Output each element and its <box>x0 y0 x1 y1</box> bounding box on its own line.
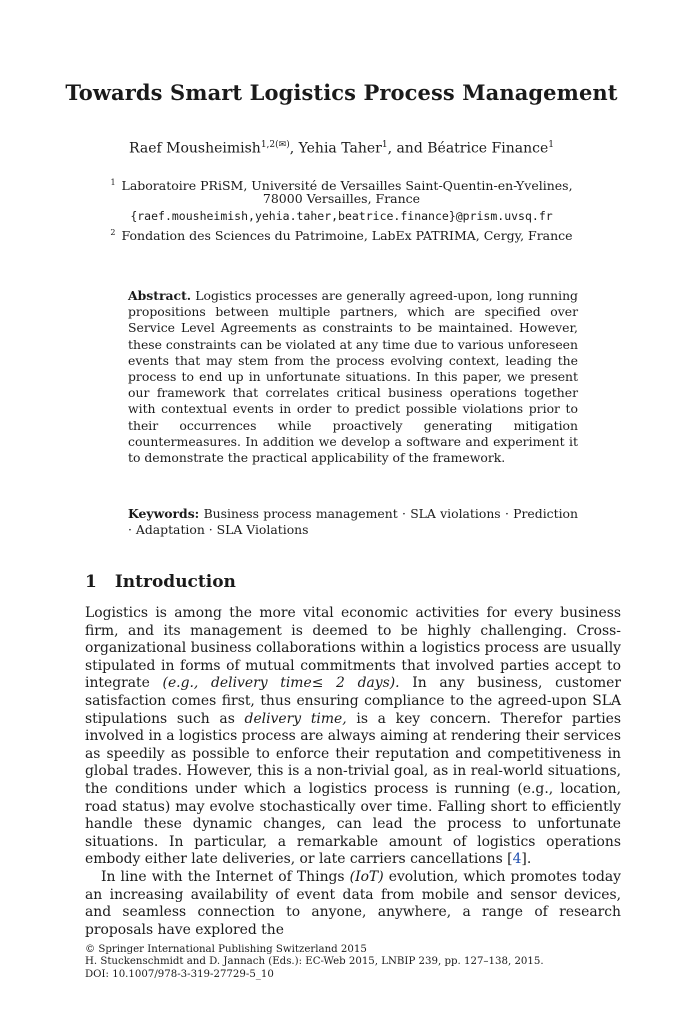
paper-title: Towards Smart Logistics Process Management <box>65 80 618 105</box>
affiliation-emails: {raef.mousheimish,yehia.taher,beatrice.finance}@prism.uvsq.fr <box>130 209 553 223</box>
keywords-label: Keywords: <box>128 506 200 521</box>
affiliation-line: Laboratoire PRiSM, Université de Versailles Saint-Quentin-en-Yvelines, <box>121 178 573 194</box>
emphasis: delivery time, <box>244 710 347 727</box>
author-name: Béatrice Finance <box>427 140 549 157</box>
citation-line: H. Stuckenschmidt and D. Jannach (Eds.): EC-Web 2015, LNBIP 239, pp. 127–138, 2015. <box>85 956 544 968</box>
text-run: is a key concern. Therefor parties involved in a logistics process are always aiming at rendering their services as speedily as possible to enforce their reputation and competitiveness in global trades. However, this is a non-trivial goal, as in real-world situations, the conditions under which a logistics process is running (e.g., location, road status) may evolve stochastically over time. Falling short to efficiently handle these dynamic changes, can lead the process to unfortunate situations. In particular, a remarkable amount of logistics operations embody either late deliveries, or late carriers cancellations [ <box>85 710 621 868</box>
body-text <box>85 605 621 939</box>
emphasis: (IoT) <box>349 868 384 885</box>
affiliation-line: Fondation des Sciences du Patrimoine, LabEx PATRIMA, Cergy, France <box>121 228 573 244</box>
keywords-text: Business process management · SLA violations · Prediction · Adaptation · SLA Violations <box>128 506 578 538</box>
copyright-line: © Springer International Publishing Switzerland 2015 <box>85 944 367 955</box>
affiliation-1-city: 78000 Versailles, France <box>262 191 421 206</box>
doi-line: DOI: 10.1007/978-3-319-27729-5_10 <box>85 968 274 980</box>
author-separator: , <box>289 140 299 157</box>
emphasis: (e.g., delivery time≤ 2 days). <box>162 675 400 692</box>
author-name: Raef Mousheimish <box>129 140 261 157</box>
citation-link[interactable]: 4 <box>512 851 522 868</box>
affiliation-mark: 2 <box>110 228 116 237</box>
paragraph-2 <box>85 869 621 939</box>
section-heading <box>85 572 236 592</box>
author-affiliation-mark: 1 <box>381 140 388 150</box>
author-name: Yehia Taher <box>298 140 382 157</box>
abstract <box>128 288 578 466</box>
section-number: 1 <box>85 572 97 592</box>
text-run: In line with the Internet of Things <box>101 868 350 885</box>
author-separator: , and <box>387 140 428 157</box>
section-title: Introduction <box>114 572 236 592</box>
abstract-text: Logistics processes are generally agreed-upon, long running propositions between multiple partners, which are specified over Service Level Agreements as constraints to be maintained. However, these constraints can be violated at any time due to various unforeseen events that may stem from the process evolving context, leading the process to end up in unfortunate situations. In this paper, we present our framework that correlates critical business operations together with contextual events in order to predict possible violations prior to their occurrences while proactively generating mitigation countermeasures. In addition we develop a software and experiment it to demonstrate the practical applicability of the framework. <box>128 288 578 466</box>
footnote <box>85 944 621 981</box>
text-run: Logistics is among the more vital economic activities for every business firm, and its management is deemed to be highly challenging. Cross-organizational business collaborations within a logistics process are usually stipulated in forms of mutual commitments that involved parties accept to integrate <box>85 605 621 692</box>
author-list <box>0 140 683 157</box>
affiliation-mark: 1 <box>110 178 116 187</box>
paragraph-1 <box>85 605 621 869</box>
keywords <box>128 506 578 538</box>
author-affiliation-mark: 1 <box>548 140 554 150</box>
text-run: ]. <box>521 851 532 868</box>
author-affiliation-mark: 1,2(✉) <box>260 140 290 150</box>
text-run: evolution, which promotes today an increasing availability of event data from mobile and sensor devices, and seamless connection to anyone, anywhere, a range of research proposals have explored the <box>85 868 621 938</box>
affiliation-2 <box>0 225 683 244</box>
text-run: In any business, customer satisfaction comes first, thus ensuring compliance to the agreed-upon SLA stipulations such as <box>85 675 622 727</box>
abstract-label: Abstract. <box>128 288 192 303</box>
